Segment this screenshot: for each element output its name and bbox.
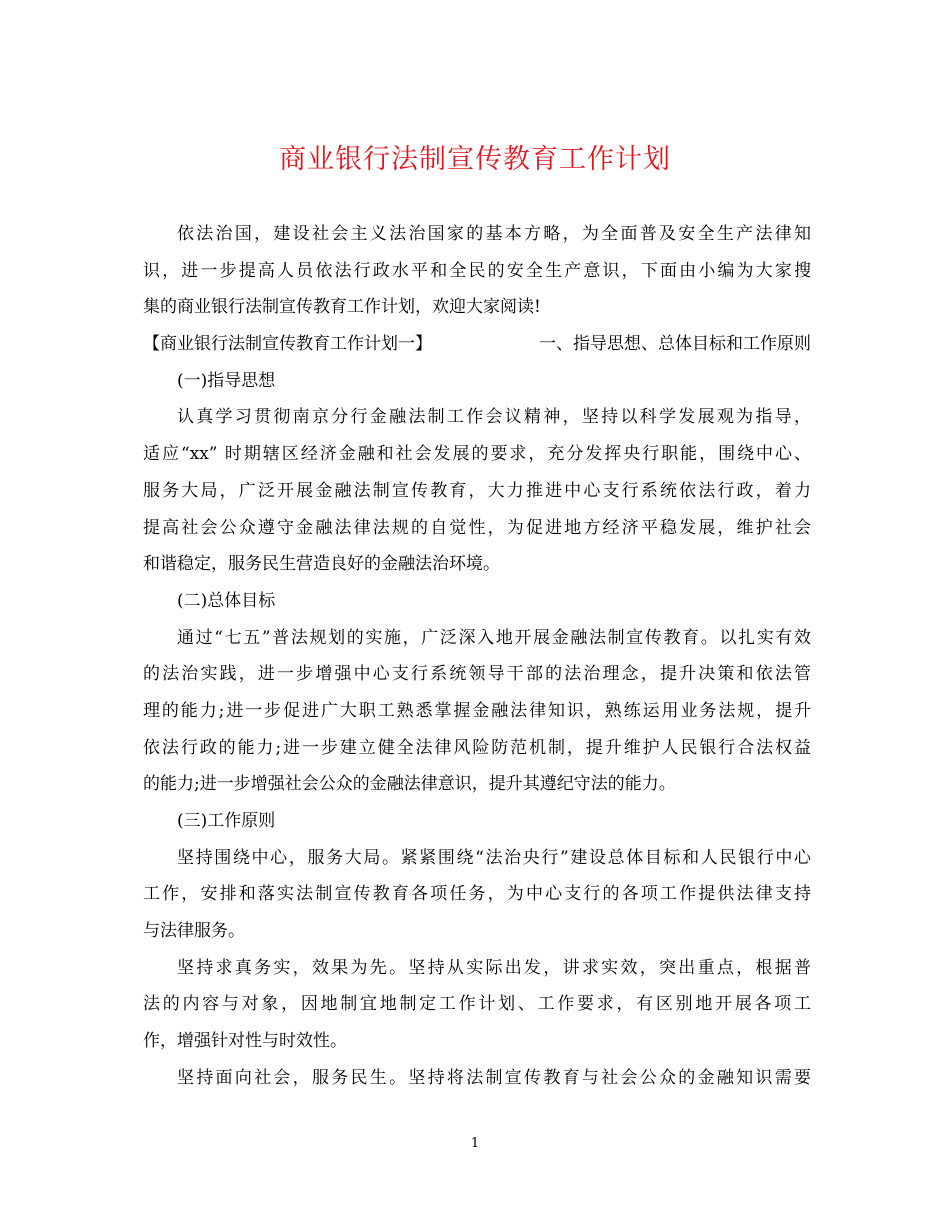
- guiding-thought-line: 和谐稳定，服务民生营造良好的金融法治环境。: [143, 554, 500, 575]
- overall-goal-line: 理的能力;进一步促进广大职工熟悉掌握金融法律知识，熟练运用业务法规，提升: [143, 700, 811, 721]
- intro-line: 集的商业银行法制宣传教育工作计划，欢迎大家阅读!: [143, 297, 541, 318]
- work-principles-line: 作，增强针对性与时效性。: [143, 1031, 347, 1052]
- guiding-thought-line: 认真学习贯彻南京分行金融法制工作会议精神，坚持以科学发展观为指导，: [177, 407, 811, 428]
- intro-line: 识，进一步提高人员依法行政水平和全民的安全生产意识，下面由小编为大家搜: [143, 260, 811, 281]
- work-principles-line: 法的内容与对象，因地制宜地制定工作计划、工作要求，有区别地开展各项工: [143, 994, 811, 1015]
- overall-goal-heading: (二)总体目标: [177, 590, 276, 611]
- work-principles-heading: (三)工作原则: [177, 811, 276, 831]
- overall-goal-line: 依法行政的能力;进一步建立健全法律风险防范机制，提升维护人民银行合法权益: [143, 737, 811, 758]
- overall-goal-line: 的能力;进一步增强社会公众的金融法律意识，提升其遵纪守法的能力。: [143, 774, 676, 795]
- plan-heading-row: [143, 326, 811, 363]
- page-number: 1: [470, 1136, 480, 1151]
- overall-goal-line: 的法治实践，进一步增强中心支行系统领导干部的法治理念，提升决策和依法管: [143, 664, 811, 685]
- guiding-thought-heading: (一)指导思想: [177, 370, 276, 391]
- plan-heading: 【商业银行法制宣传教育工作计划一】: [143, 334, 432, 355]
- overall-goal-line: 通过“七五”普法规划的实施，广泛深入地开展金融法制宣传教育。以扎实有效: [177, 627, 811, 648]
- work-principles-line: 与法律服务。: [143, 921, 245, 942]
- guiding-thought-line: 适应“xx” 时期辖区经济金融和社会发展的要求，充分发挥央行职能，围绕中心、: [143, 444, 811, 465]
- work-principles-line: 工作，安排和落实法制宣传教育各项任务，为中心支行的各项工作提供法律支持: [143, 884, 811, 905]
- document-title: 商业银行法制宣传教育工作计划: [279, 144, 671, 175]
- guiding-thought-line: 提高社会公众遵守金融法律法规的自觉性，为促进地方经济平稳发展，维护社会: [143, 517, 811, 538]
- guiding-thought-line: 服务大局，广泛开展金融法制宣传教育，大力推进中心支行系统依法行政，着力: [143, 480, 811, 501]
- work-principles-line: 坚持求真务实，效果为先。坚持从实际出发，讲求实效，突出重点，根据普: [177, 957, 811, 978]
- work-principles-line: 坚持围绕中心，服务大局。紧紧围绕“法治央行”建设总体目标和人民银行中心: [177, 847, 811, 868]
- work-principles-line: 坚持面向社会，服务民生。坚持将法制宣传教育与社会公众的金融知识需要: [177, 1067, 811, 1088]
- document-body: [143, 216, 811, 1097]
- intro-line: 依法治国，建设社会主义法治国家的基本方略，为全面普及安全生产法律知: [177, 224, 811, 244]
- section-one-heading: 一、指导思想、总体目标和工作原则: [539, 334, 811, 355]
